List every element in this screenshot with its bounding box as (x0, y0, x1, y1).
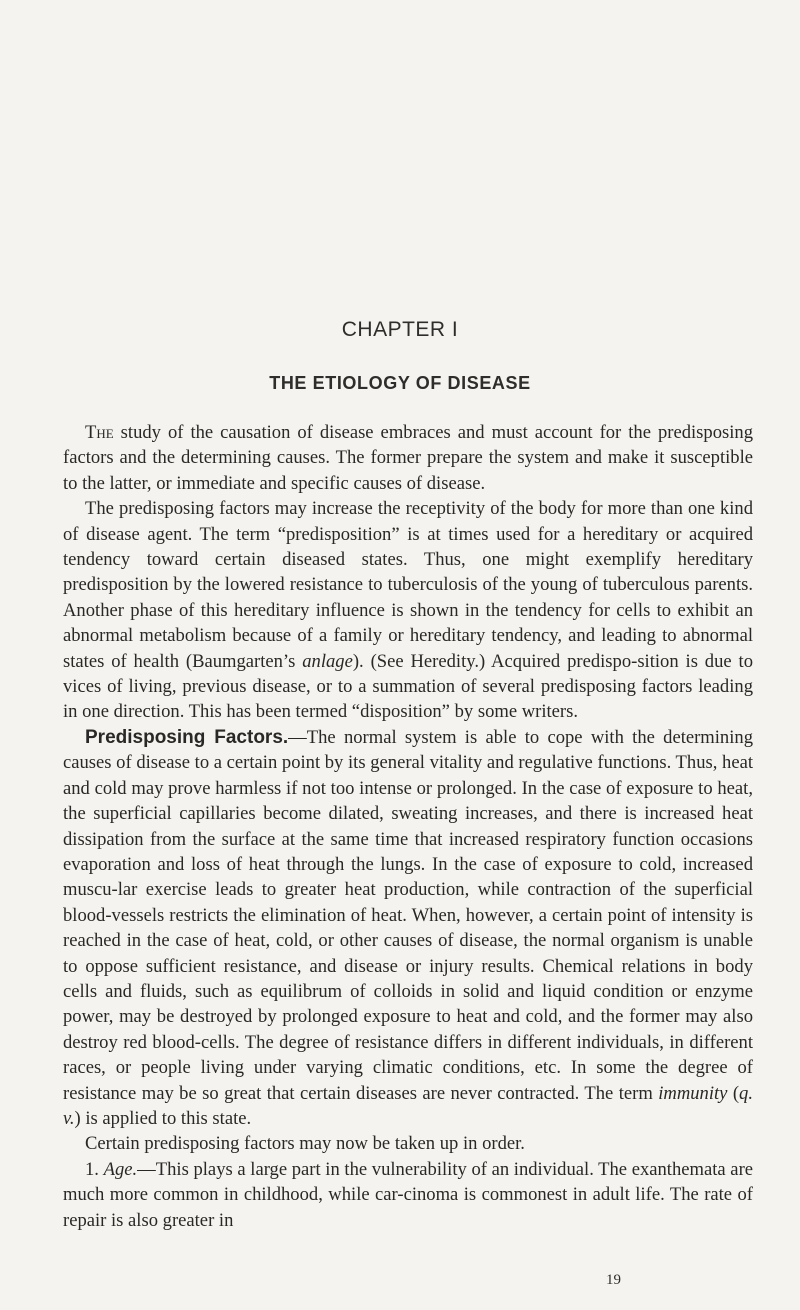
paragraph-3-italic-2: q. v. (63, 1082, 753, 1129)
paragraph-3 (63, 725, 753, 1132)
paragraph-3-text-b: ( (727, 1082, 740, 1104)
paragraph-2-text-a: The predisposing factors may increase the receptivity of the body for more than one kind of disease agent. The term “predisposition” is at times used for a hereditary or acquired tendency toward certain diseased states. Thus, one might exemplify hereditary predisposition by the lowered resistance to tuberculosis of the young of tuberculous parents. Another phase of this hereditary influence is shown in the tendency for cells to exhibit an abnormal metabolism because of a family or hereditary tendency, and leading to abnormal states of health (Baumgarten’s (63, 498, 753, 672)
paragraph-5 (63, 1157, 753, 1233)
paragraph-2-text-b: ). (See Heredity.) Acquired predispo-sition is due to vices of living, previous disease, or to a summation of several predisposing factors leading in one direction. This has been termed “disposition” by some writers. (63, 650, 753, 723)
paragraph-2-italic: anlage (302, 650, 353, 672)
chapter-title: THE ETIOLOGY OF DISEASE (269, 373, 531, 393)
paragraph-5-italic: Age. (103, 1158, 138, 1180)
body-text (63, 420, 753, 1233)
list-number: 1. (85, 1158, 104, 1180)
lead-word: The (85, 422, 114, 443)
paragraph-1 (63, 420, 753, 496)
chapter-label: CHAPTER I (341, 318, 459, 341)
page-number: 19 (606, 1272, 621, 1288)
section-heading: Predisposing Factors. (85, 726, 289, 748)
paragraph-3-italic-1: immunity (658, 1082, 728, 1104)
paragraph-4: Certain predisposing factors may now be taken up in order. (85, 1133, 525, 1155)
paragraph-3-text-a: —The normal system is able to cope with the determining causes of disease to a certain point by its general vitality and regulative functions. Thus, heat and cold may prove harmless if not too intense or prolonged. In the case of exposure to heat, the superficial capillaries become dilated, sweating increases, and there is increased heat dissipation from the surface at the same time that increased respiratory function occasions evaporation and loss of heat through the lungs. In the case of exposure to cold, increased muscu-lar exercise leads to greater heat production, while contraction of the superficial blood-vessels restricts the elimination of heat. When, however, a certain point of intensity is reached in the case of heat, cold, or other causes of disease, the normal organism is unable to oppose sufficient resistance, and disease or injury results. Chemical relations in body cells and fluids, such as equilibrum of colloids in solid and liquid condition or enzyme power, may be destroyed by prolonged exposure to heat and cold, and the former may also destroy red blood-cells. The degree of resistance differs in different individuals, in different races, or people living under varying climatic conditions, etc. In some the degree of resistance may be so great that certain diseases are never contracted. The term (63, 726, 754, 1104)
paragraph-1-text: study of the causation of disease embraces and must account for the predisposing factors and the determining causes. The former prepare the system and make it susceptible to the latter, or immediate and specific causes of disease. (63, 422, 753, 494)
paragraph-3-text-c: ) is applied to this state. (74, 1107, 252, 1129)
paragraph-2 (63, 496, 753, 725)
paragraph-5-text: —This plays a large part in the vulnerability of an individual. The exanthemata are much more common in childhood, while car-cinoma is commonest in adult life. The rate of repair is also greater in (63, 1158, 754, 1231)
